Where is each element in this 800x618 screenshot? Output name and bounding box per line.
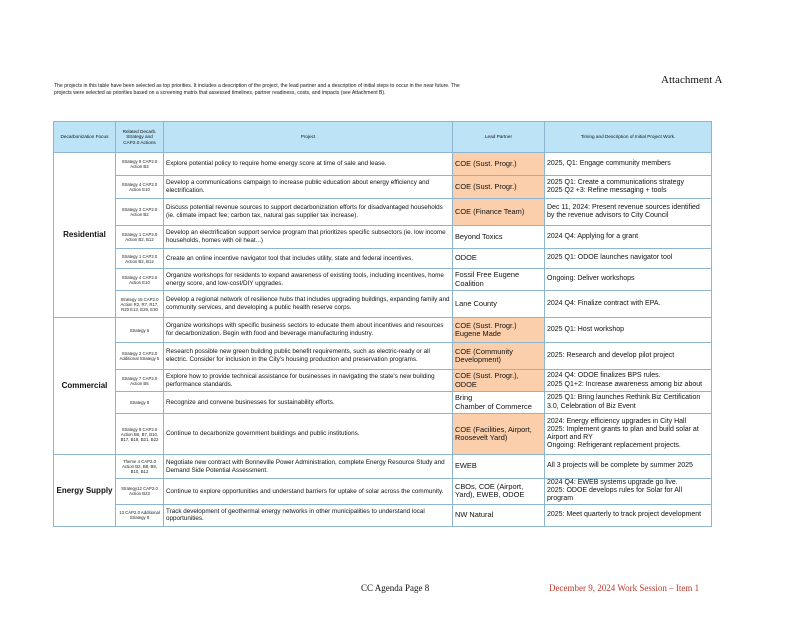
table-row	[54, 392, 712, 414]
table-row	[54, 226, 712, 249]
timing-cell: Ongoing: Deliver workshops	[545, 269, 712, 291]
timing-cell: 2025 Q1: Bring launches Rethink Biz Certification 3.0, Celebration of Biz Event	[545, 392, 712, 414]
priority-projects-table	[53, 121, 712, 527]
strategy-cell: Strategy 8 CAP2.0 Action B6, B7, B10, B17, B18, B21, B22	[116, 414, 164, 455]
lead-partner-cell: COE (Sust. Progr.) Eugene Made	[453, 318, 545, 343]
lead-partner-cell: COE (Facilities, Airport, Roosevelt Yard)	[453, 414, 545, 455]
strategy-cell: Strategy 9 CAP2.0 Action B3	[116, 153, 164, 176]
timing-cell: All 3 projects will be complete by summer 2025	[545, 455, 712, 479]
project-cell: Develop a communications campaign to increase public education about energy efficiency and electrification.	[164, 176, 453, 199]
table-row	[54, 153, 712, 176]
strategy-cell: Strategy12 CAP2.0 Action B23	[116, 479, 164, 505]
lead-partner-cell: EWEB	[453, 455, 545, 479]
project-cell: Recognize and convene businesses for sustainability efforts.	[164, 392, 453, 414]
focus-area-cell: Energy Supply	[54, 455, 116, 527]
intro-paragraph: The projects in this table have been selected as top priorities. It includes a description of the project, the lead partner and a description of initial steps to occur in the near future. The projects were selected as priorities based on a screening matrix that assessed timelines, partner readiness, costs, and impacts (see Attachment B).	[54, 83, 460, 96]
attachment-label: Attachment A	[661, 74, 723, 86]
strategy-cell: Strategy 6	[116, 318, 164, 343]
lead-partner-cell: Lane County	[453, 291, 545, 318]
timing-cell: 2024: Energy efficiency upgrades in City Hall 2025: Implement grants to plan and build solar at Airport and RY Ongoing: Refrigerant replacement projects.	[545, 414, 712, 455]
table-row	[54, 199, 712, 226]
timing-cell: 2025: Research and develop pilot project	[545, 343, 712, 370]
table-row	[54, 176, 712, 199]
footer-page: CC Agenda Page 8	[361, 583, 430, 593]
strategy-cell: Strategy 1 CAP2.0 Action B2, B12	[116, 226, 164, 249]
project-cell: Track development of geothermal energy networks in other municipalities to understand local opportunities.	[164, 504, 453, 526]
project-cell: Develop a regional network of resilience hubs that includes upgrading buildings, expanding family and community services, and developing a public health reserve corps.	[164, 291, 453, 318]
project-cell: Organize workshops for residents to expand awareness of existing tools, including incentives, home energy score, and low-cost/DIY upgrades.	[164, 269, 453, 291]
project-cell: Explore potential policy to require home energy score at time of sale and lease.	[164, 153, 453, 176]
table-row	[54, 269, 712, 291]
strategy-cell: Strategy 8	[116, 392, 164, 414]
table-row	[54, 479, 712, 505]
table-row	[54, 249, 712, 269]
timing-cell: 2024 Q4: EWEB systems upgrade go live. 2025: ODOE develops rules for Solar for All program	[545, 479, 712, 505]
lead-partner-cell: Fossil Free Eugene Coalition	[453, 269, 545, 291]
focus-area-cell: Commercial	[54, 318, 116, 455]
footer-session: December 9, 2024 Work Session – Item 1	[549, 583, 700, 593]
timing-cell: 2024 Q4: Applying for a grant	[545, 226, 712, 249]
strategy-cell: Strategy 4 CAP2.0 Action E10	[116, 269, 164, 291]
header-project: Project	[164, 122, 453, 153]
timing-cell: Dec 11, 2024: Present revenue sources identified by the revenue advisors to City Council	[545, 199, 712, 226]
project-cell: Develop an electrification support service program that prioritizes specific subsectors (ie. low income households, homes with oil heat...)	[164, 226, 453, 249]
lead-partner-cell: COE (Community Development)	[453, 343, 545, 370]
strategy-cell: Theme 4 CAP2.0 Action B2, B8, B9, B10, B12	[116, 455, 164, 479]
strategy-cell: Strategy 4 CAP2.0 Action E10	[116, 176, 164, 199]
strategy-cell: Strategy 3 CAP2.0 Action B2	[116, 199, 164, 226]
timing-cell: 2025 Q1: Host workshop	[545, 318, 712, 343]
focus-area-cell: Residential	[54, 153, 116, 318]
strategy-cell: Strategy 1 CAP2.0 Action B2, B12	[116, 249, 164, 269]
strategy-cell: Strategy 2 CAP2.0 Additional Strategy 5	[116, 343, 164, 370]
timing-cell: 2025, Q1: Engage community members	[545, 153, 712, 176]
table-row	[54, 291, 712, 318]
lead-partner-cell: CBOs, COE (Airport, Yard), EWEB, ODOE	[453, 479, 545, 505]
project-cell: Explore how to provide technical assistance for businesses in navigating the state's new building performance standards.	[164, 370, 453, 392]
project-cell: Research possible new green building public benefit requirements, such as electric-ready or all electric. Consider for inclusion in the City's housing production and preservation programs.	[164, 343, 453, 370]
strategy-cell: 13 CAP2.0 Additional Strategy 8	[116, 504, 164, 526]
timing-cell: 2025: Meet quarterly to track project development	[545, 504, 712, 526]
header-focus: Decarbonization Focus	[54, 122, 116, 153]
header-timing: Timing and Description of Initial Project Work.	[545, 122, 712, 153]
timing-cell: 2024 Q4: Finalize contract with EPA.	[545, 291, 712, 318]
strategy-cell: Strategy 7 CAP2.0 Action B5	[116, 370, 164, 392]
timing-cell: 2024 Q4: ODOE finalizes BPS rules. 2025 Q1+2: Increase awareness among biz about	[545, 370, 712, 392]
project-cell: Create an online incentive navigator tool that includes utility, state and federal incentives.	[164, 249, 453, 269]
project-cell: Organize workshops with specific business sectors to educate them about incentives and resources for decarbonization. Begin with food and beverage manufacturing industry.	[164, 318, 453, 343]
table-row	[54, 318, 712, 343]
project-cell: Continue to explore opportunities and understand barriers for uptake of solar across the community.	[164, 479, 453, 505]
lead-partner-cell: COE (Finance Team)	[453, 199, 545, 226]
timing-cell: 2025 Q1: Create a communications strategy 2025 Q2 +3: Refine messaging + tools	[545, 176, 712, 199]
project-cell: Negotiate new contract with Bonneville Power Administration, complete Energy Resource Study and Demand Side Potential Assessment.	[164, 455, 453, 479]
header-lead: Lead Partner	[453, 122, 545, 153]
lead-partner-cell: COE (Sust. Progr.)	[453, 176, 545, 199]
table-row	[54, 455, 712, 479]
project-cell: Discuss potential revenue sources to support decarbonization efforts for disadvantaged households (ie. climate impact fee; carbon tax, natural gas supplier tax increase).	[164, 199, 453, 226]
table-row	[54, 370, 712, 392]
header-strategy: Related Decarb. Strategy and CAP2.0 Actions	[116, 122, 164, 153]
table-row	[54, 414, 712, 455]
lead-partner-cell: NW Natural	[453, 504, 545, 526]
lead-partner-cell: COE (Sust. Progr.), ODOE	[453, 370, 545, 392]
strategy-cell: Strategy 15 CAP2.0 Action R2, R7, R17, R20 E13, E29, E30	[116, 291, 164, 318]
lead-partner-cell: COE (Sust. Progr.)	[453, 153, 545, 176]
project-cell: Continue to decarbonize government buildings and public institutions.	[164, 414, 453, 455]
table-row	[54, 504, 712, 526]
table-header-row	[54, 122, 712, 153]
table-row	[54, 343, 712, 370]
lead-partner-cell: Beyond Toxics	[453, 226, 545, 249]
timing-cell: 2025 Q1: ODOE launches navigator tool	[545, 249, 712, 269]
lead-partner-cell: ODOE	[453, 249, 545, 269]
lead-partner-cell: Bring Chamber of Commerce	[453, 392, 545, 414]
